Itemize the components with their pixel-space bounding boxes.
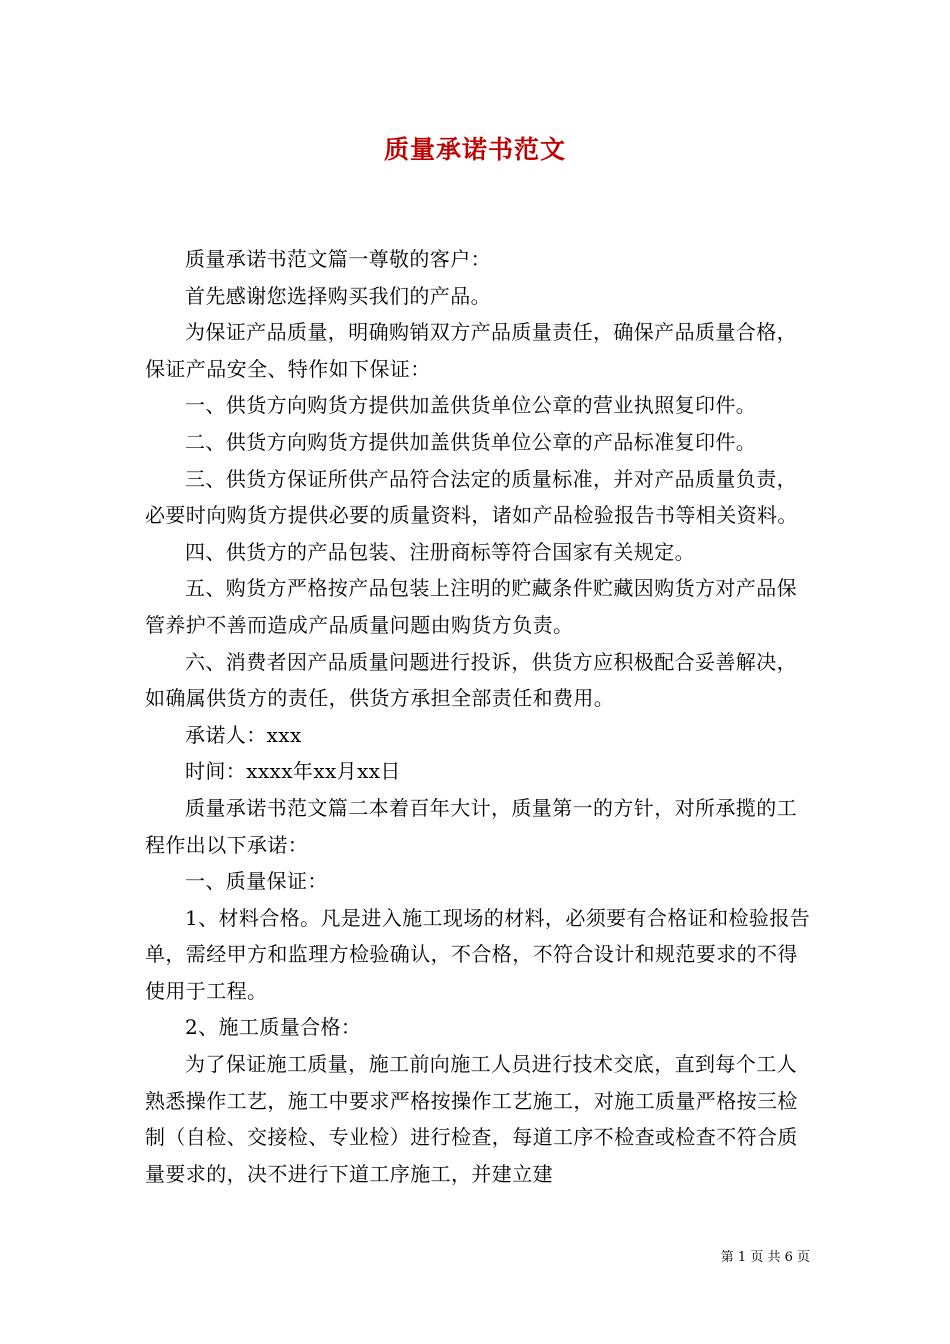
section-heading: 一、质量保证： bbox=[185, 869, 328, 894]
paragraph: 1、材料合格。凡是进入施工现场的材料，必须要有合格证和检验报告单，需经甲方和监理方检验确认，不合格，不符合设计和规范要求的不得使用于工程。 bbox=[145, 905, 811, 1003]
paragraph: 四、供货方的产品包装、注册商标等符合国家有关规定。 bbox=[185, 539, 695, 564]
subsection-heading: 2、施工质量合格： bbox=[185, 1015, 362, 1040]
paragraph: 一、供货方向购货方提供加盖供货单位公章的营业执照复印件。 bbox=[185, 393, 757, 418]
paragraph: 为保证产品质量，明确购销双方产品质量责任，确保产品质量合格，保证产品安全、特作如下保证： bbox=[145, 320, 797, 381]
date-line: 时间：xxxx年xx月xx日 bbox=[185, 759, 401, 784]
page-footer: 第 1 页 共 6 页 bbox=[720, 1250, 810, 1265]
document-title: 质量承诺书范文 bbox=[383, 135, 566, 164]
paragraph: 质量承诺书范文篇一尊敬的客户： bbox=[185, 247, 491, 271]
paragraph: 六、消费者因产品质量问题进行投诉，供货方应积极配合妥善解决，如确属供货方的责任，供货方承担全部责任和费用。 bbox=[145, 649, 797, 711]
paragraph: 五、购货方严格按产品包装上注明的贮藏条件贮藏因购货方对产品保管养护不善而造成产品质量问题由购货方负责。 bbox=[145, 576, 797, 637]
paragraph: 三、供货方保证所供产品符合法定的质量标准，并对产品质量负责，必要时向购货方提供必要的质量资料，诸如产品检验报告书等相关资料。 bbox=[145, 466, 798, 528]
signature-line: 承诺人：xxx bbox=[185, 722, 302, 747]
paragraph: 质量承诺书范文篇二本着百年大计，质量第一的方针，对所承揽的工程作出以下承诺： bbox=[145, 795, 797, 857]
paragraph: 首先感谢您选择购买我们的产品。 bbox=[185, 283, 491, 308]
document-body bbox=[145, 241, 815, 1192]
paragraph: 为了保证施工质量，施工前向施工人员进行技术交底，直到每个工人熟悉操作工艺，施工中要求严格按操作工艺施工，对施工质量严格按三检制（自检、交接检、专业检）进行检查，每道工序不检查或检查不符合质量要求的，决不进行下道工序施工，并建立建 bbox=[145, 1052, 798, 1186]
paragraph: 二、供货方向购货方提供加盖供货单位公章的产品标准复印件。 bbox=[185, 429, 757, 454]
